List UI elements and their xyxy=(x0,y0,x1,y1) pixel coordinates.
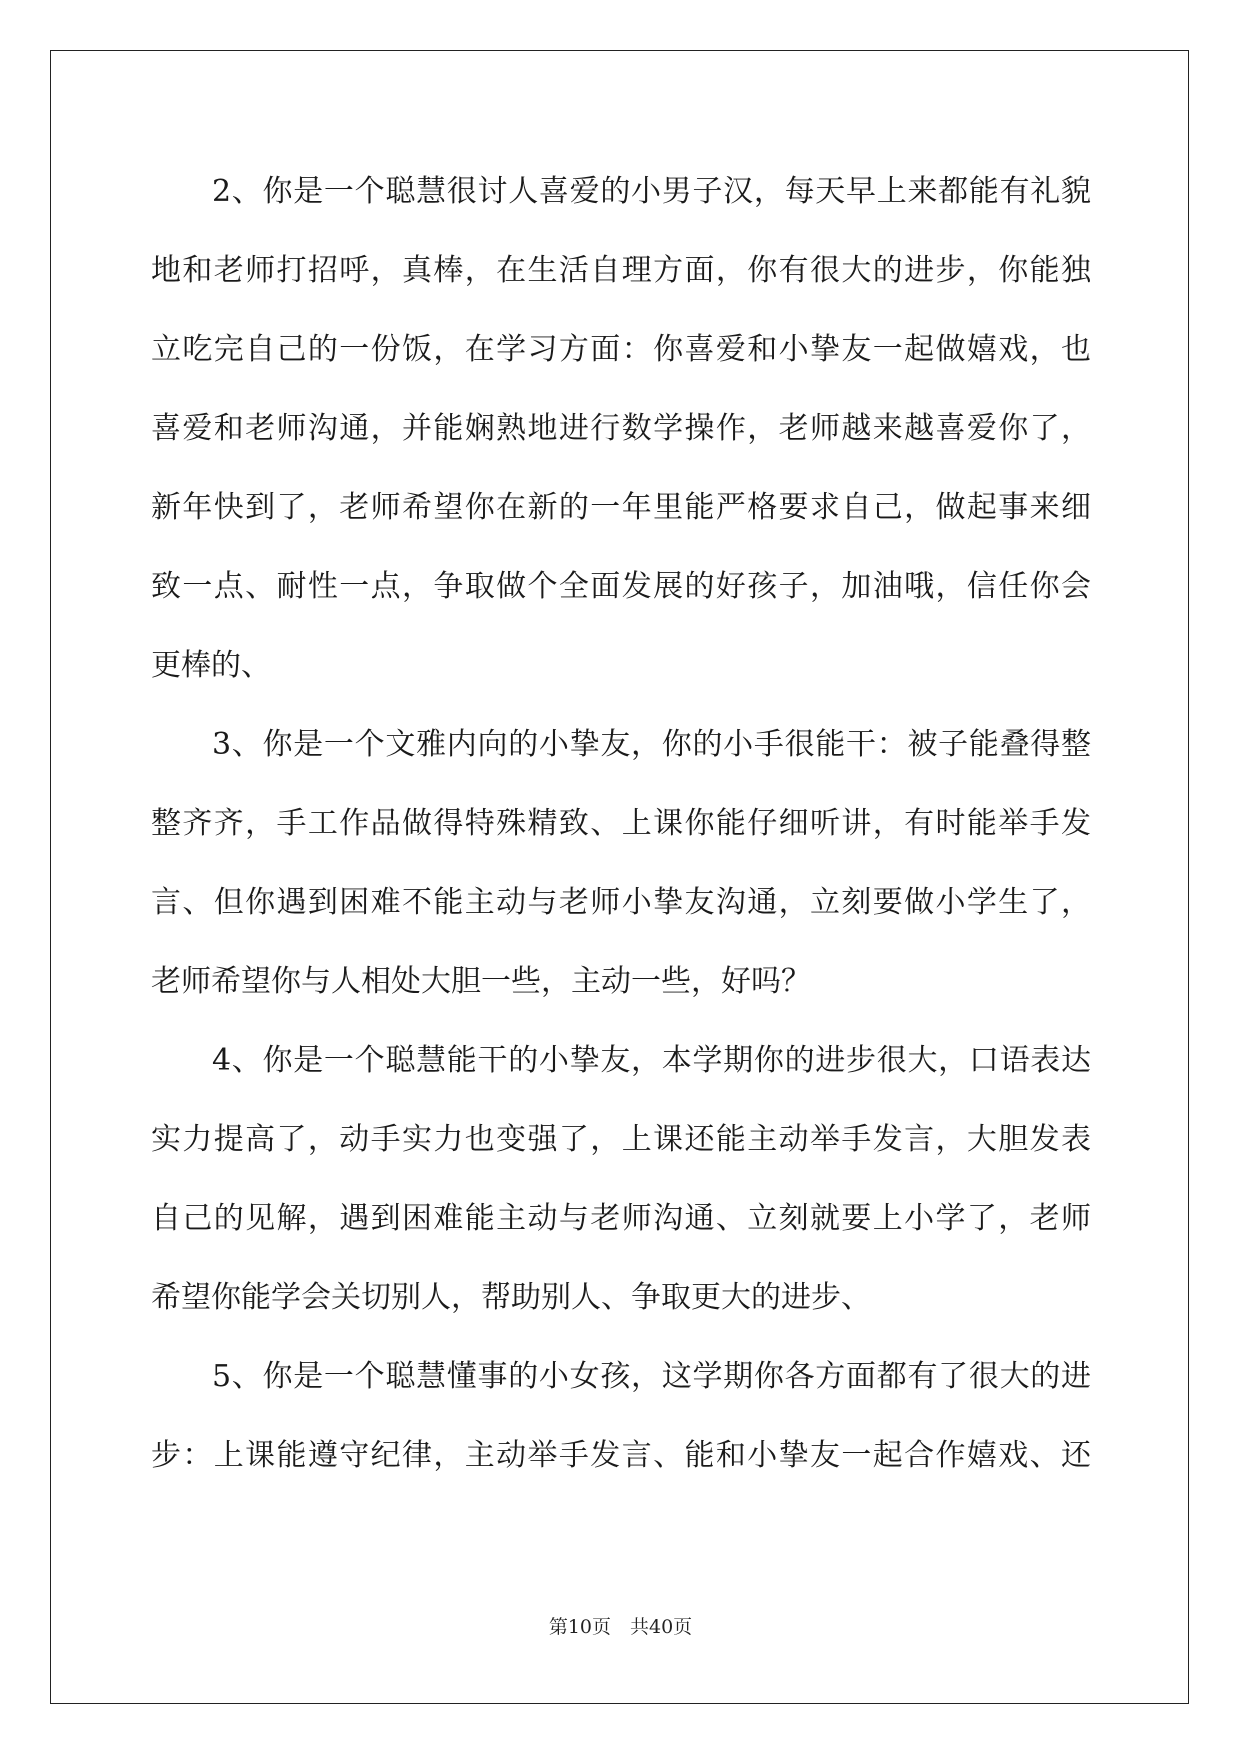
text-line: 新年快到了，老师希望你在新的一年里能严格要求自己，做起事来细 xyxy=(151,490,1091,525)
text-line: 整齐齐，手工作品做得特殊精致、上课你能仔细听讲，有时能举手发 xyxy=(151,806,1091,841)
text-line: 老师希望你与人相处大胆一些，主动一些，好吗？ xyxy=(151,964,811,999)
text-line: 5、你是一个聪慧懂事的小女孩，这学期你各方面都有了很大的进 xyxy=(212,1359,1091,1394)
text-line: 自己的见解，遇到困难能主动与老师沟通、立刻就要上小学了，老师 xyxy=(151,1201,1091,1236)
text-line: 地和老师打招呼，真棒，在生活自理方面，你有很大的进步，你能独 xyxy=(151,253,1091,288)
text-line: 言、但你遇到困难不能主动与老师小挚友沟通，立刻要做小学生了， xyxy=(151,885,1091,920)
text-line: 致一点、耐性一点，争取做个全面发展的好孩子，加油哦，信任你会 xyxy=(151,569,1091,604)
text-line: 更棒的、 xyxy=(151,648,271,683)
page-number-footer: 第10页 共40页 xyxy=(548,1616,693,1638)
text-line: 4、你是一个聪慧能干的小挚友，本学期你的进步很大，口语表达 xyxy=(212,1043,1091,1078)
text-line: 喜爱和老师沟通，并能娴熟地进行数学操作，老师越来越喜爱你了， xyxy=(151,411,1091,446)
document-body xyxy=(151,152,1091,1495)
text-line: 步：上课能遵守纪律，主动举手发言、能和小挚友一起合作嬉戏、还 xyxy=(151,1438,1091,1473)
text-line: 3、你是一个文雅内向的小挚友，你的小手很能干：被子能叠得整 xyxy=(212,727,1091,762)
text-line: 希望你能学会关切别人，帮助别人、争取更大的进步、 xyxy=(151,1280,871,1315)
text-line: 立吃完自己的一份饭，在学习方面：你喜爱和小挚友一起做嬉戏，也 xyxy=(151,332,1091,367)
text-line: 实力提高了，动手实力也变强了，上课还能主动举手发言，大胆发表 xyxy=(151,1122,1091,1157)
text-line: 2、你是一个聪慧很讨人喜爱的小男子汉，每天早上来都能有礼貌 xyxy=(212,174,1091,209)
